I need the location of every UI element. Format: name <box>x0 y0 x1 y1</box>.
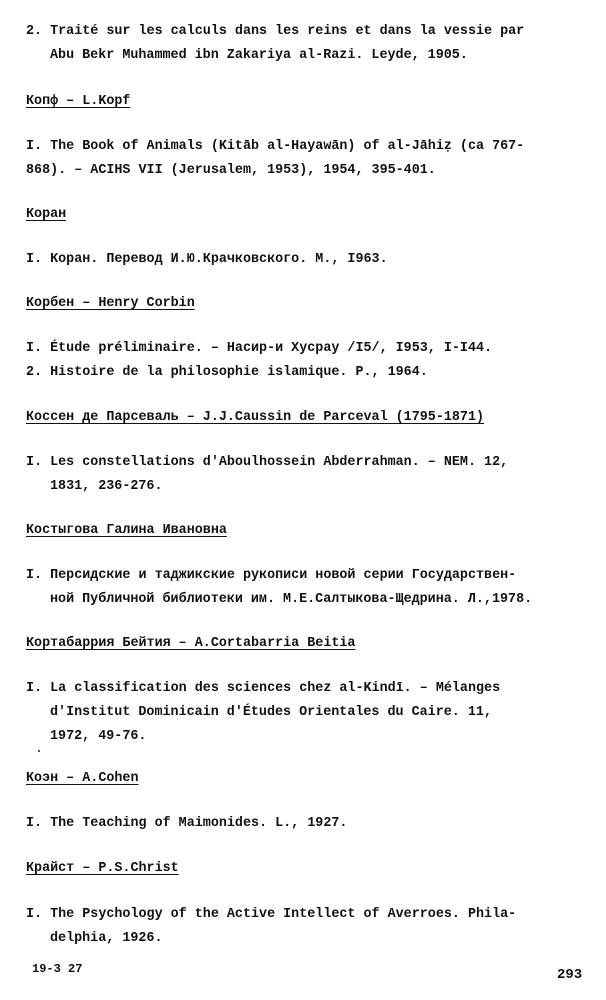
entry-line: I. The Book of Animals (Kitāb al-Hayawān) of al-Jāhiẓ (ca 767- <box>26 139 525 154</box>
author-heading: Коэн – A.Cohen <box>26 771 139 786</box>
printer-signature: 19-3 27 <box>32 962 83 976</box>
entry-line: I. La classification des sciences chez al-Kindī. – Mélanges <box>26 681 501 696</box>
entry-line: I. Персидские и таджикские рукописи новой серии Государствен- <box>26 568 517 583</box>
entry-line: I. Коран. Перевод И.Ю.Крачковского. М., I963. <box>26 252 388 267</box>
author-heading: Костыгова Галина Ивановна <box>26 523 227 538</box>
page-number: 293 <box>557 967 583 983</box>
entry-line: 1972, 49-76. <box>50 729 147 744</box>
entry-line: delphia, 1926. <box>50 931 163 946</box>
author-heading: Коссен де Парсеваль – J.J.Caussin de Parceval (1795-1871) <box>26 410 485 425</box>
entry-line: 1831, 236-276. <box>50 479 163 494</box>
entry-line: Abu Bekr Muhammed ibn Zakariya al-Razi. Leyde, 1905. <box>50 48 468 63</box>
entry-line: I. Étude préliminaire. – Насир-и Хусрау /I5/, I953, I-I44. <box>26 341 493 356</box>
entry-line: ной Публичной библиотеки им. М.Е.Салтыкова-Щедрина. Л.,1978. <box>50 592 533 607</box>
entry-line: I. Les constellations d'Aboulhossein Abderrahman. – NEM. 12, <box>26 455 509 470</box>
author-heading: Копф – L.Kopf <box>26 94 131 109</box>
entry-line: 868). – ACIHS VII (Jerusalem, 1953), 1954, 395-401. <box>26 163 436 178</box>
author-heading: Крайст – P.S.Christ <box>26 861 179 876</box>
speck <box>38 750 40 752</box>
entry-line: I. The Psychology of the Active Intellect of Averroes. Phila- <box>26 907 517 922</box>
entry-line: d'Institut Dominicain d'Études Orientales du Caire. 11, <box>50 705 492 720</box>
author-heading: Кортабаррия Бейтия – A.Cortabarria Beitia <box>26 636 356 651</box>
entry-line: I. The Teaching of Maimonides. L., 1927. <box>26 816 348 831</box>
author-heading: Корбен – Henry Corbin <box>26 296 195 311</box>
author-heading: Коран <box>26 207 67 222</box>
entry-line: 2. Traité sur les calculs dans les reins et dans la vessie par <box>26 24 525 39</box>
entry-line: 2. Histoire de la philosophie islamique. P., 1964. <box>26 365 428 380</box>
